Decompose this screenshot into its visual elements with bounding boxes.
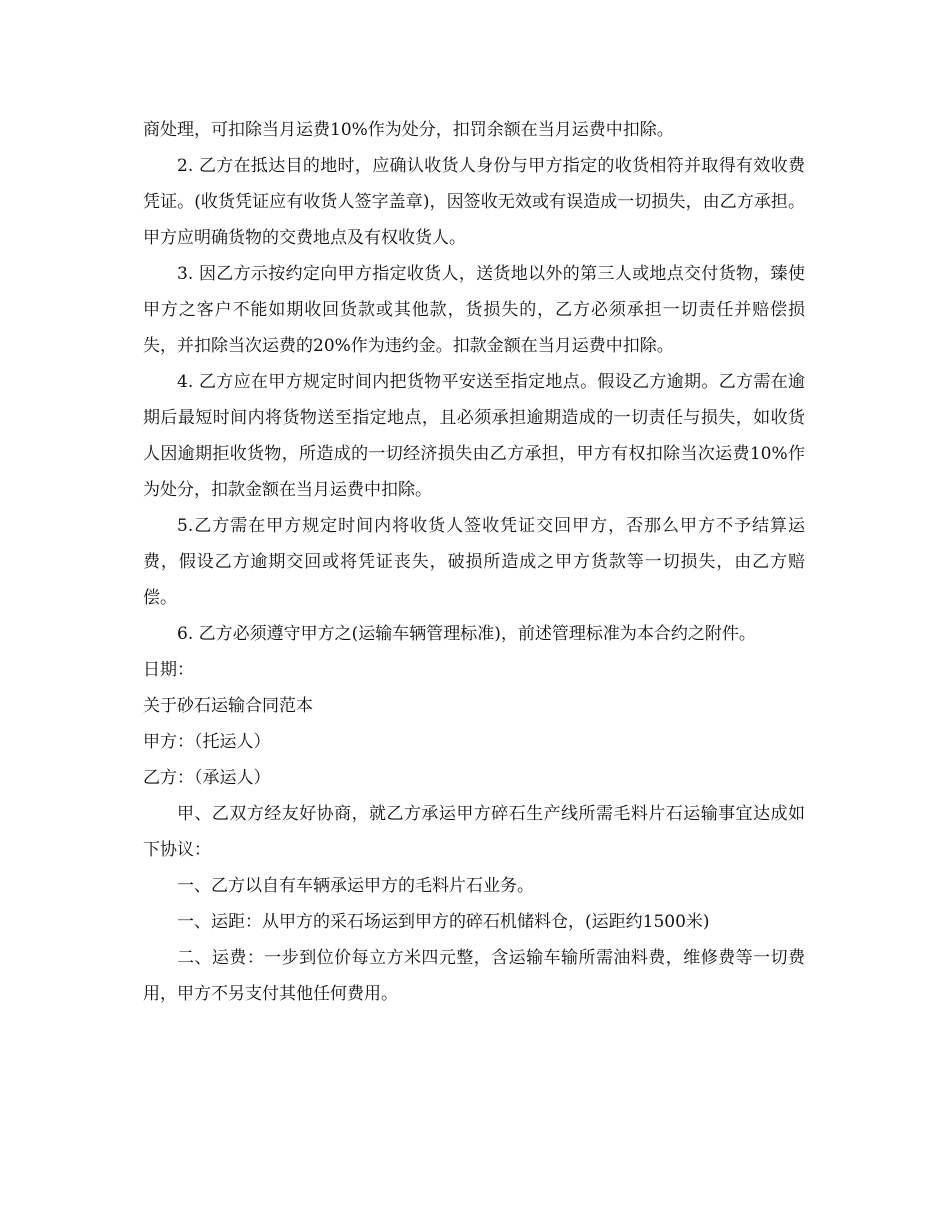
party-b: 乙方：（承运人） [143,768,271,788]
clause-3: 3. 因乙方示按约定向甲方指定收货人，送货地以外的第三人或地点交付货物，臻使甲方之客户不能如期收回货款或其他款，货损失的，乙方必须承担一切责任并赔偿损失，并扣除当次运费的20%作为违约金。扣款金额在当月运费中扣除。 [143,264,805,356]
clause-6: 6. 乙方必须遵守甲方之(运输车辆管理标准)，前述管理标准为本合约之附件。 [177,624,756,644]
clause-2: 2. 乙方在抵达目的地时，应确认收货人身份与甲方指定的收货相符并取得有效收费凭证。(收货凭证应有收货人签字盖章)，因签收无效或有误造成一切损失，由乙方承担。甲方应明确货物的交费地点及有权收货人。 [143,156,805,248]
clause-5: 5.乙方需在甲方规定时间内将收货人签收凭证交回甲方，否那么甲方不予结算运费，假设乙方逾期交回或将凭证丧失，破损所造成之甲方货款等一切损失，由乙方赔偿。 [143,516,805,608]
paragraph-continuation: 商处理，可扣除当月运费10%作为处分，扣罚余额在当月运费中扣除。 [143,120,674,140]
article-1-distance: 一、运距：从甲方的采石场运到甲方的碎石机储料仓，(运距约1500米) [177,912,710,932]
agreement-intro: 甲、乙双方经友好协商，就乙方承运甲方碎石生产线所需毛料片石运输事宜达成如下协议： [143,804,805,860]
clause-4: 4. 乙方应在甲方规定时间内把货物平安送至指定地点。假设乙方逾期。乙方需在逾期后最短时间内将货物送至指定地点，且必须承担逾期造成的一切责任与损失，如收货人因逾期拒收货物，所造成的一切经济损失由乙方承担，甲方有权扣除当次运费10%作为处分，扣款金额在当月运费中扣除。 [143,372,805,500]
contract-title: 关于砂石运输合同范本 [143,696,313,716]
date-label: 日期： [143,660,194,680]
party-a: 甲方：（托运人） [143,732,271,752]
document-body [143,112,805,1012]
article-2-freight: 二、运费：一步到位价每立方米四元整，含运输车输所需油料费，维修费等一切费用，甲方不另支付其他任何费用。 [143,948,805,1004]
article-1-business: 一、乙方以自有车辆承运甲方的毛料片石业务。 [177,876,534,896]
